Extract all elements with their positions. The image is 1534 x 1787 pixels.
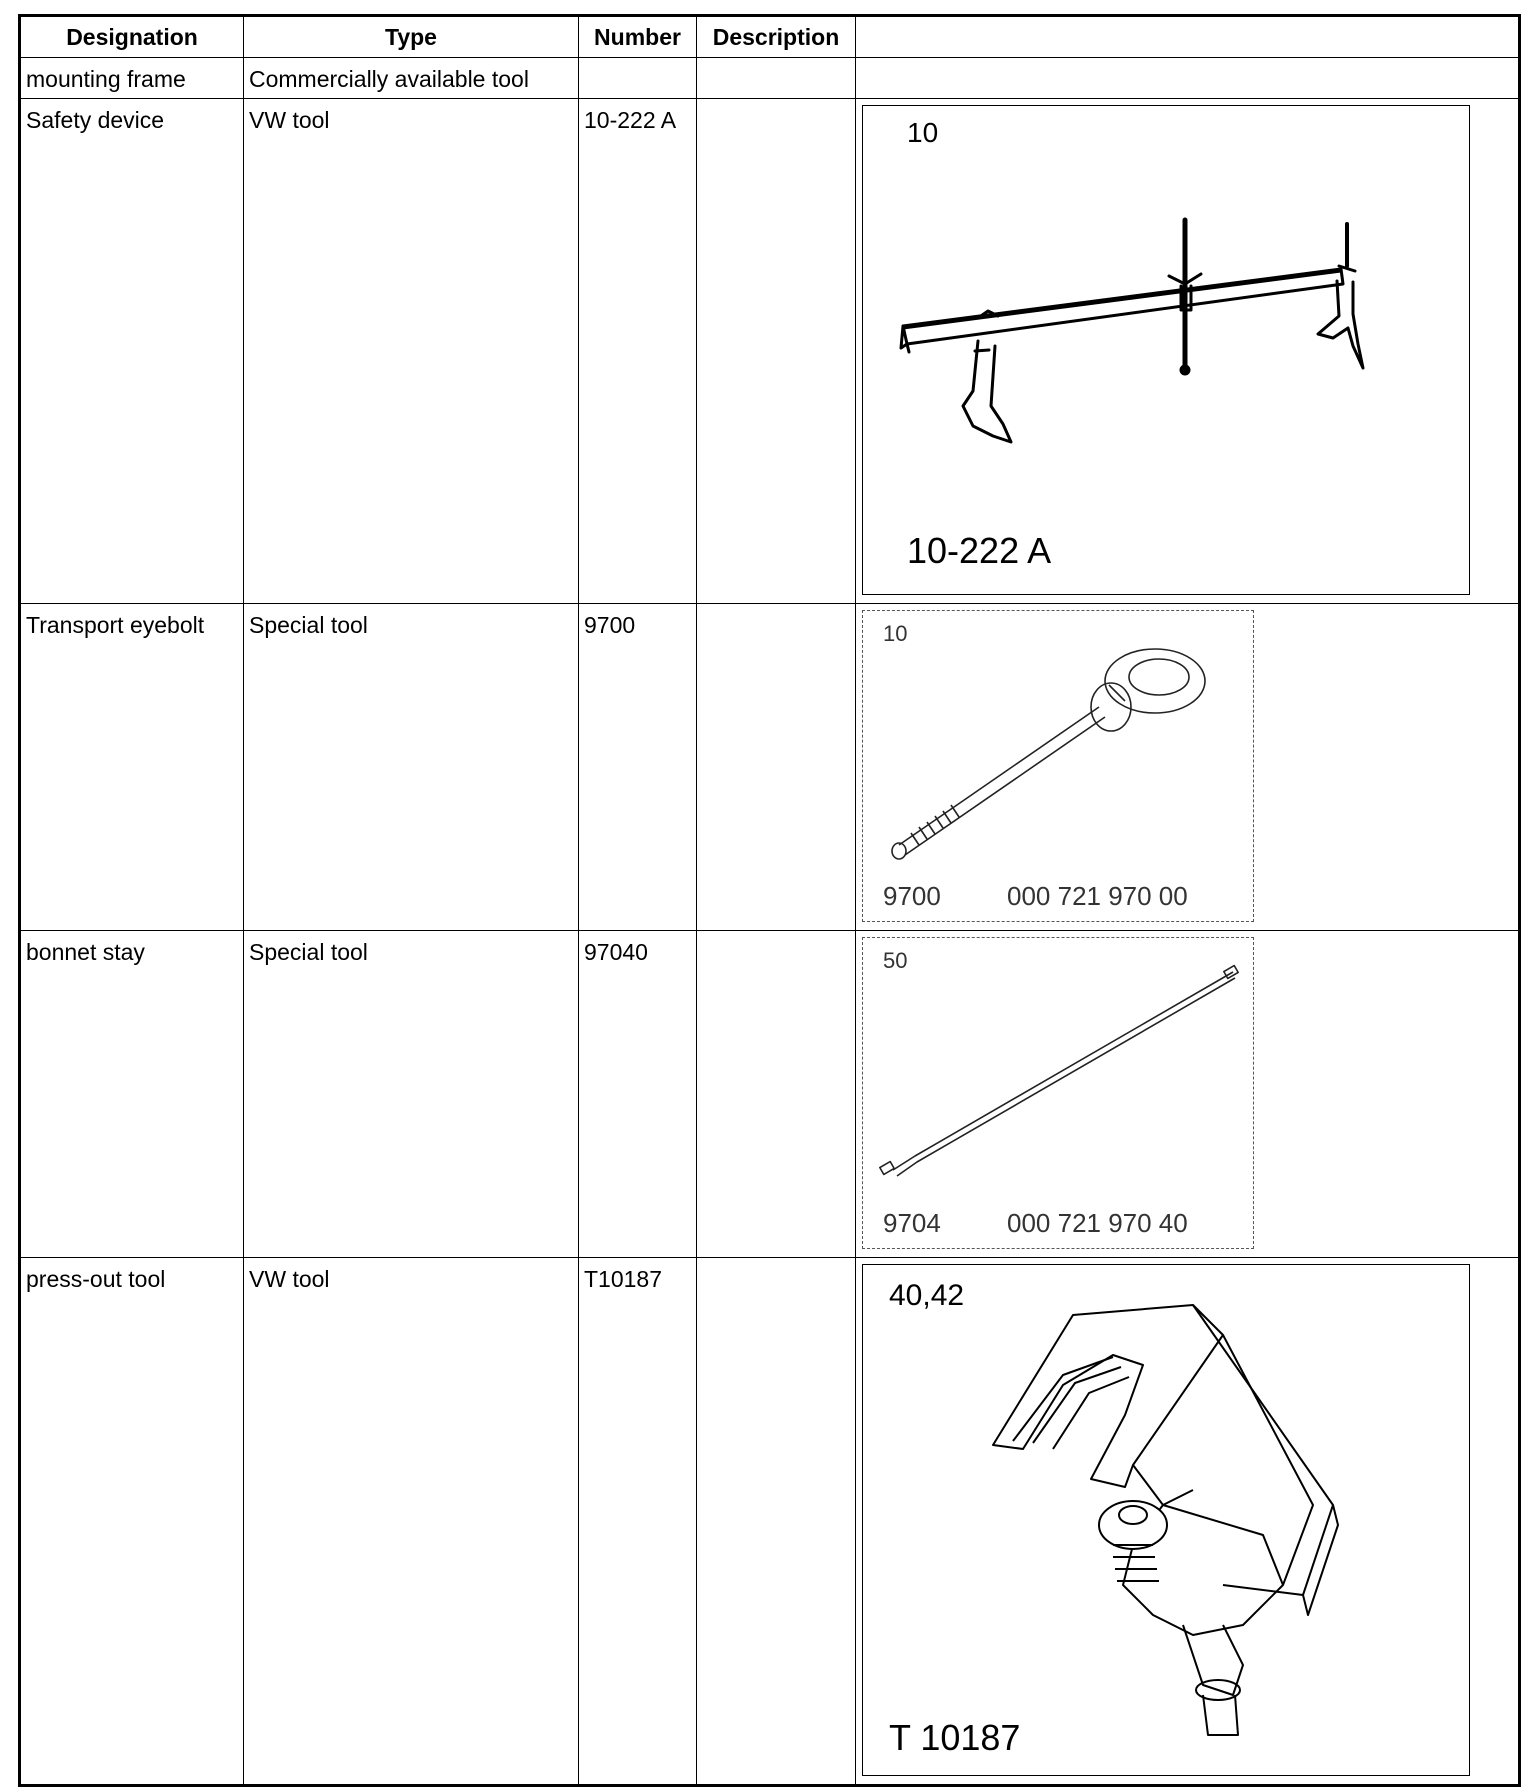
figure-bottom-right-label: 000 721 970 00 (1007, 881, 1188, 911)
bonnet-stay-figure (862, 937, 1254, 1249)
cell-number (579, 58, 697, 99)
cell-number: 10-222 A (579, 99, 697, 604)
header-designation: Designation (20, 16, 244, 58)
cell-description (697, 931, 856, 1258)
figure-bottom-label: 10-222 A (907, 530, 1052, 571)
bonnet-stay-drawing (863, 938, 1253, 1248)
cell-designation: press-out tool (20, 1258, 244, 1786)
cell-designation: bonnet stay (20, 931, 244, 1258)
cell-description (697, 99, 856, 604)
table-row (20, 1258, 1520, 1786)
header-type: Type (244, 16, 579, 58)
safety-device-drawing (863, 106, 1469, 594)
cell-designation: Safety device (20, 99, 244, 604)
cell-type: Special tool (244, 931, 579, 1258)
figure-top-label: 10 (883, 621, 908, 646)
cell-type: Special tool (244, 604, 579, 931)
cell-type: VW tool (244, 1258, 579, 1786)
cell-designation: mounting frame (20, 58, 244, 99)
cell-image (856, 604, 1520, 931)
header-description: Description (697, 16, 856, 58)
table-row (20, 604, 1520, 931)
figure-bottom-left-label: 9700 (883, 881, 941, 911)
table-row (20, 931, 1520, 1258)
cell-image (856, 1258, 1520, 1786)
figure-top-label: 40,42 (889, 1279, 965, 1312)
figure-bottom-left-label: 9704 (883, 1208, 941, 1238)
cell-number: T10187 (579, 1258, 697, 1786)
cell-image (856, 99, 1520, 604)
cell-image (856, 931, 1520, 1258)
figure-top-label: 50 (883, 948, 908, 973)
transport-eyebolt-drawing (863, 611, 1253, 921)
cell-image (856, 58, 1520, 99)
table-row (20, 58, 1520, 99)
header-number: Number (579, 16, 697, 58)
table-row (20, 99, 1520, 604)
cell-number: 9700 (579, 604, 697, 931)
transport-eyebolt-figure (862, 610, 1254, 922)
cell-designation: Transport eyebolt (20, 604, 244, 931)
press-out-tool-drawing (863, 1265, 1469, 1775)
cell-description (697, 1258, 856, 1786)
special-tools-table (18, 14, 1521, 1787)
figure-bottom-right-label: 000 721 970 40 (1007, 1208, 1188, 1238)
safety-device-figure (862, 105, 1470, 595)
figure-bottom-label: T 10187 (889, 1717, 1021, 1758)
cell-type: VW tool (244, 99, 579, 604)
press-out-tool-figure (862, 1264, 1470, 1776)
header-image (856, 16, 1520, 58)
figure-top-label: 10 (907, 117, 939, 148)
cell-description (697, 604, 856, 931)
cell-number: 97040 (579, 931, 697, 1258)
cell-description (697, 58, 856, 99)
table-header-row (20, 16, 1520, 58)
cell-type: Commercially available tool (244, 58, 579, 99)
